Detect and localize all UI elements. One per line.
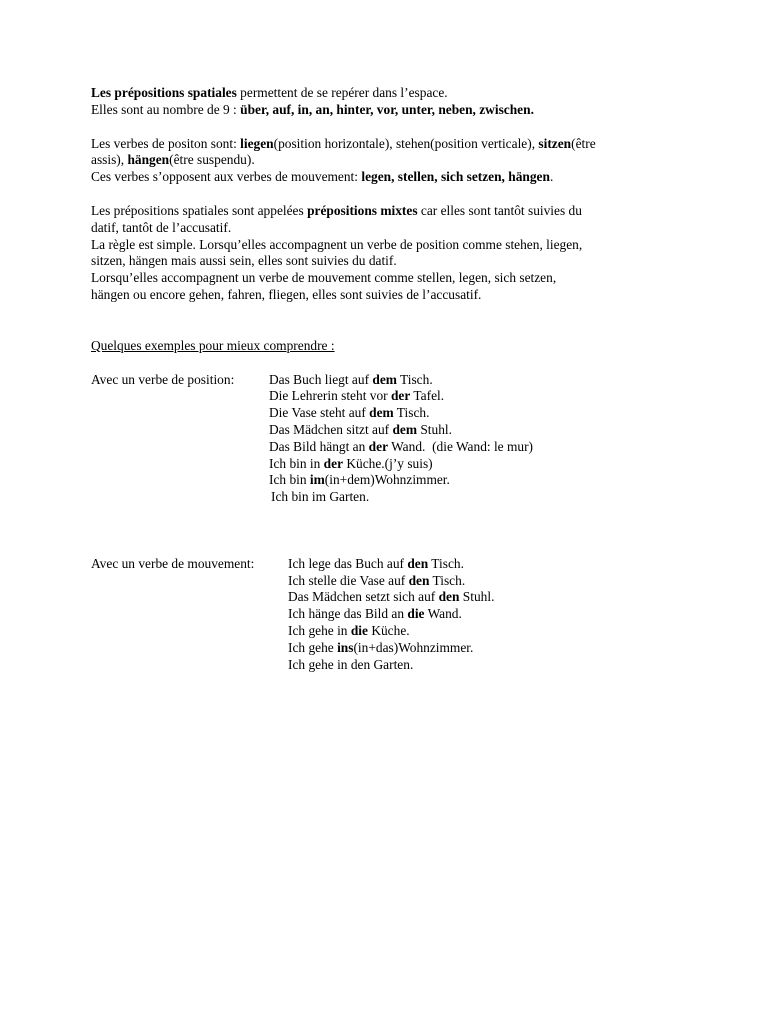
example-line: Ich bin im Garten.: [271, 489, 370, 505]
mixed-text: car elles sont tantôt suivies du: [417, 202, 582, 218]
movement-example-list: [288, 556, 494, 674]
verbs-text: Ces verbes s’opposent aux verbes de mouvement:: [91, 169, 362, 185]
verbs-paragraph: [91, 136, 691, 186]
mixed-text: hängen ou encore gehen, fahren, fliegen, elles sont suivies de l’accusatif.: [91, 286, 482, 302]
example-line: Die Lehrerin steht vor der Tafel.: [269, 388, 445, 404]
intro-line-1: [91, 85, 691, 102]
example-line: Die Vase steht auf dem Tisch.: [269, 405, 430, 421]
example-line: Ich lege das Buch auf den Tisch.: [288, 555, 464, 571]
verbs-text: (position horizontale), stehen(position verticale),: [273, 135, 539, 151]
example-line: Ich bin im(in+dem)Wohnzimmer.: [269, 472, 450, 488]
position-examples: [91, 371, 691, 505]
example-line: Ich hänge das Bild an die Wand.: [288, 606, 462, 622]
mixed-term: prépositions mixtes: [307, 202, 418, 218]
example-line: Das Buch liegt auf dem Tisch.: [269, 371, 433, 387]
mixed-text: datif, tantôt de l’accusatif.: [91, 219, 232, 235]
mixed-text: Lorsqu’elles accompagnent un verbe de mouvement comme stellen, legen, sich setzen,: [91, 270, 557, 286]
mixed-text: sitzen, hängen mais aussi sein, elles sont suivies du datif.: [91, 253, 397, 269]
verb-haengen: hängen: [127, 152, 170, 168]
intro-line-2: [91, 102, 691, 119]
mixed-text: La règle est simple. Lorsqu’elles accompagnent un verbe de position comme stehen, liegen,: [91, 236, 583, 252]
example-line: Ich gehe ins(in+das)Wohnzimmer.: [288, 639, 474, 655]
examples-heading: [91, 338, 691, 355]
position-example-list: [269, 372, 533, 506]
example-line: Das Bild hängt an der Wand. (die Wand: le mur): [269, 438, 533, 454]
example-line: Ich gehe in den Garten.: [288, 656, 414, 672]
mixed-text: Les prépositions spatiales sont appelées: [91, 202, 308, 218]
mixed-paragraph: [91, 203, 691, 304]
movement-examples: [91, 555, 691, 672]
movement-label: Avec un verbe de mouvement:: [91, 555, 255, 571]
verbs-text: assis),: [91, 152, 128, 168]
intro-bold-term: Les prépositions spatiales: [91, 85, 237, 100]
verbs-text: (être: [571, 135, 596, 151]
example-line: Ich bin in der Küche.(j’y suis): [269, 455, 433, 471]
intro-text: permettent de se repérer dans l’espace.: [236, 85, 448, 100]
example-line: Das Mädchen setzt sich auf den Stuhl.: [288, 589, 495, 605]
verbs-text: Les verbes de positon sont:: [91, 135, 241, 151]
verbs-text: (être suspendu).: [169, 152, 255, 168]
verbs-text: .: [549, 169, 554, 185]
examples-heading-text: Quelques exemples pour mieux comprendre :: [91, 337, 335, 353]
preposition-list: über, auf, in, an, hinter, vor, unter, neben, zwischen.: [240, 101, 534, 117]
verb-liegen: liegen: [240, 135, 274, 151]
verb-sitzen: sitzen: [538, 135, 572, 151]
document-page: [91, 85, 691, 672]
example-line: Das Mädchen sitzt auf dem Stuhl.: [269, 421, 452, 437]
intro-count-text: Elles sont au nombre de 9 :: [91, 101, 241, 117]
example-line: Ich gehe in die Küche.: [288, 622, 410, 638]
example-line: Ich stelle die Vase auf den Tisch.: [288, 572, 466, 588]
position-label: Avec un verbe de position:: [91, 371, 235, 387]
movement-verbs-list: legen, stellen, sich setzen, hängen: [361, 169, 550, 185]
